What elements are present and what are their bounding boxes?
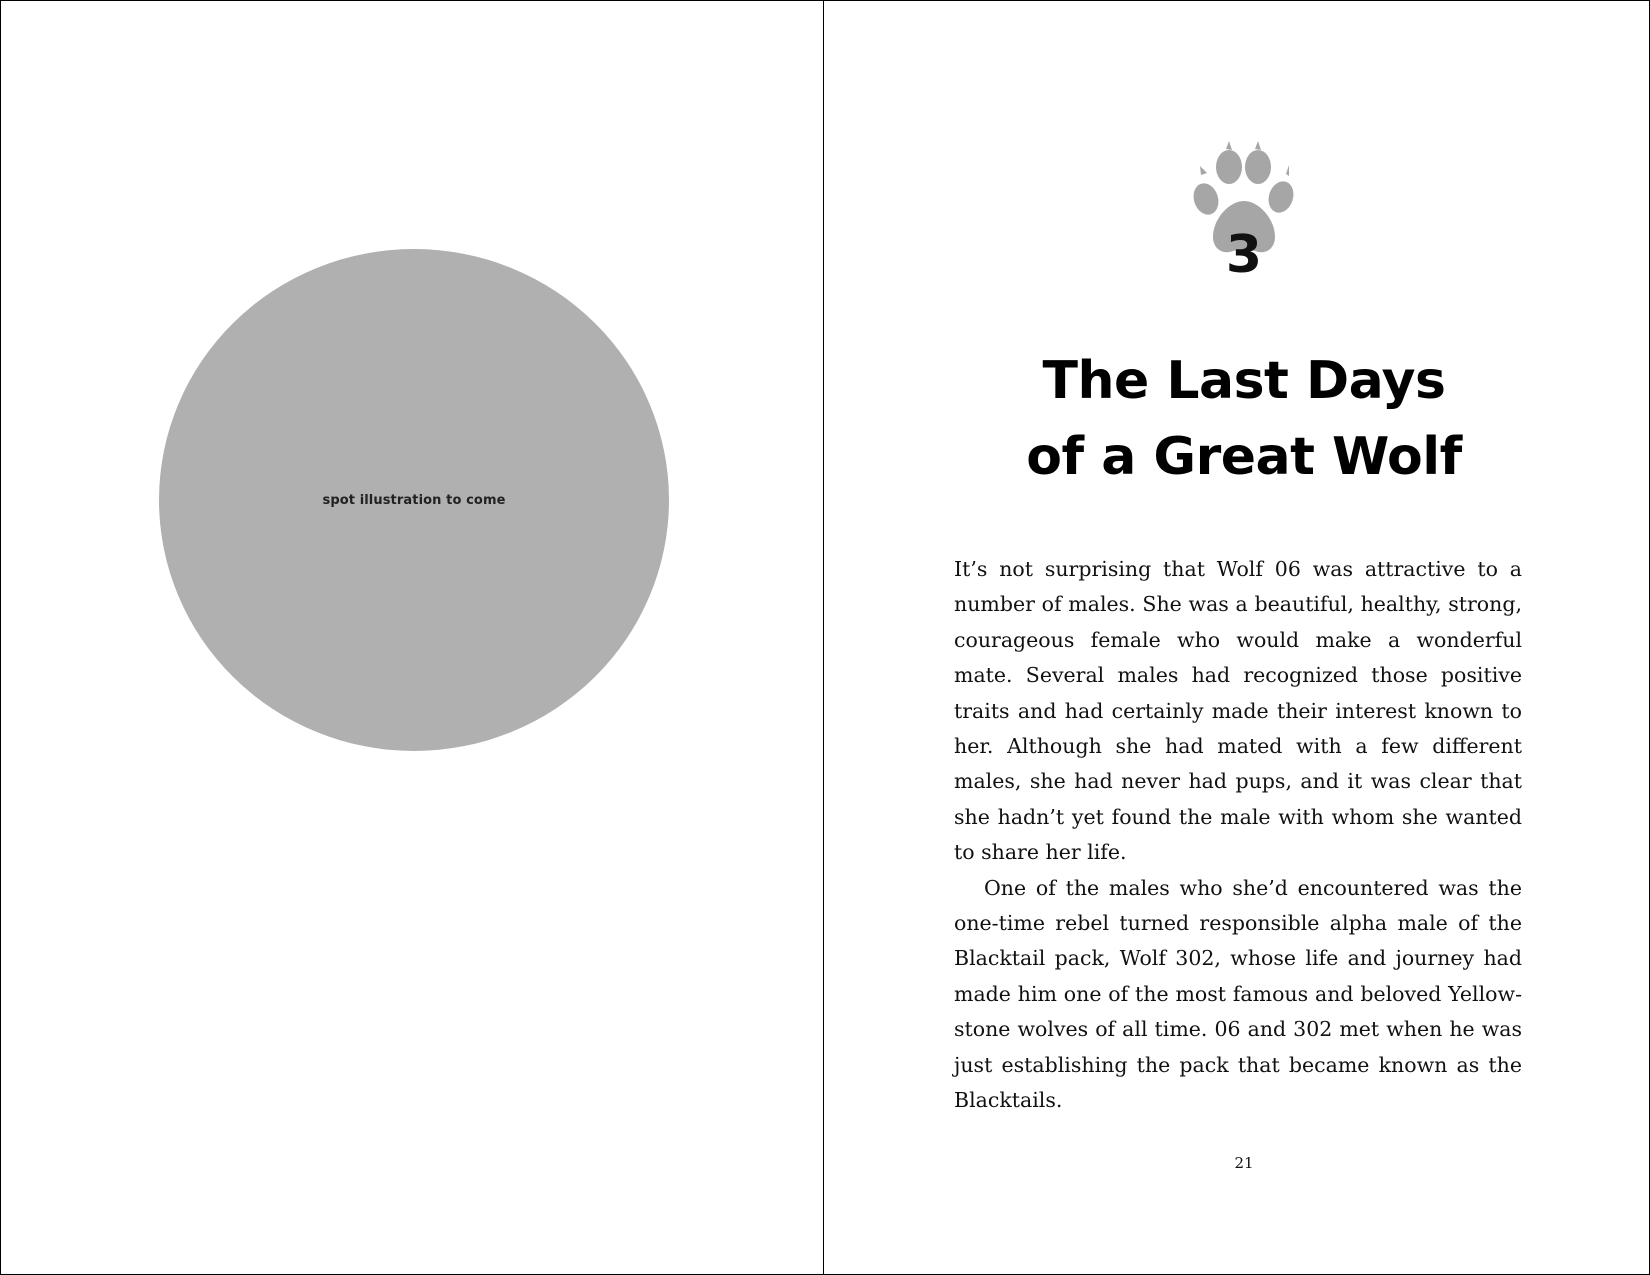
chapter-body-text: [954, 552, 1522, 1119]
chapter-number: 3: [1225, 225, 1263, 285]
left-page: [0, 0, 824, 1275]
spot-illustration-placeholder: [159, 249, 669, 751]
body-paragraph-1: It’s not surprising that Wolf 06 was attractive to a number of males. She was a beautiful, healthy, strong, courageous female who would make a wonderful mate. Several males had recognized those positive traits and had certainly made their interest known to her. Although she had mated with a few different males, she had never had pups, and it was clear that she hadn’t yet found the male with whom she wanted to share her life.: [954, 557, 1522, 865]
chapter-title-line-2: of a Great Wolf: [1026, 427, 1462, 487]
right-page: [824, 0, 1650, 1275]
page-number: 21: [1234, 1154, 1254, 1172]
body-paragraph-2: One of the males who she’d encountered was the one-time rebel turned responsible alpha male of the Blacktail pack, Wolf 302, whose life and journey had made him one of the most famous and beloved Yellowstone wolves of all time. 06 and 302 met when he was just establishing the pack that became known as the Blacktails.: [954, 875, 1522, 1113]
chapter-title: [974, 343, 1514, 495]
spot-illustration-label: spot illustration to come: [322, 492, 506, 508]
chapter-title-line-1: The Last Days: [1042, 351, 1446, 411]
